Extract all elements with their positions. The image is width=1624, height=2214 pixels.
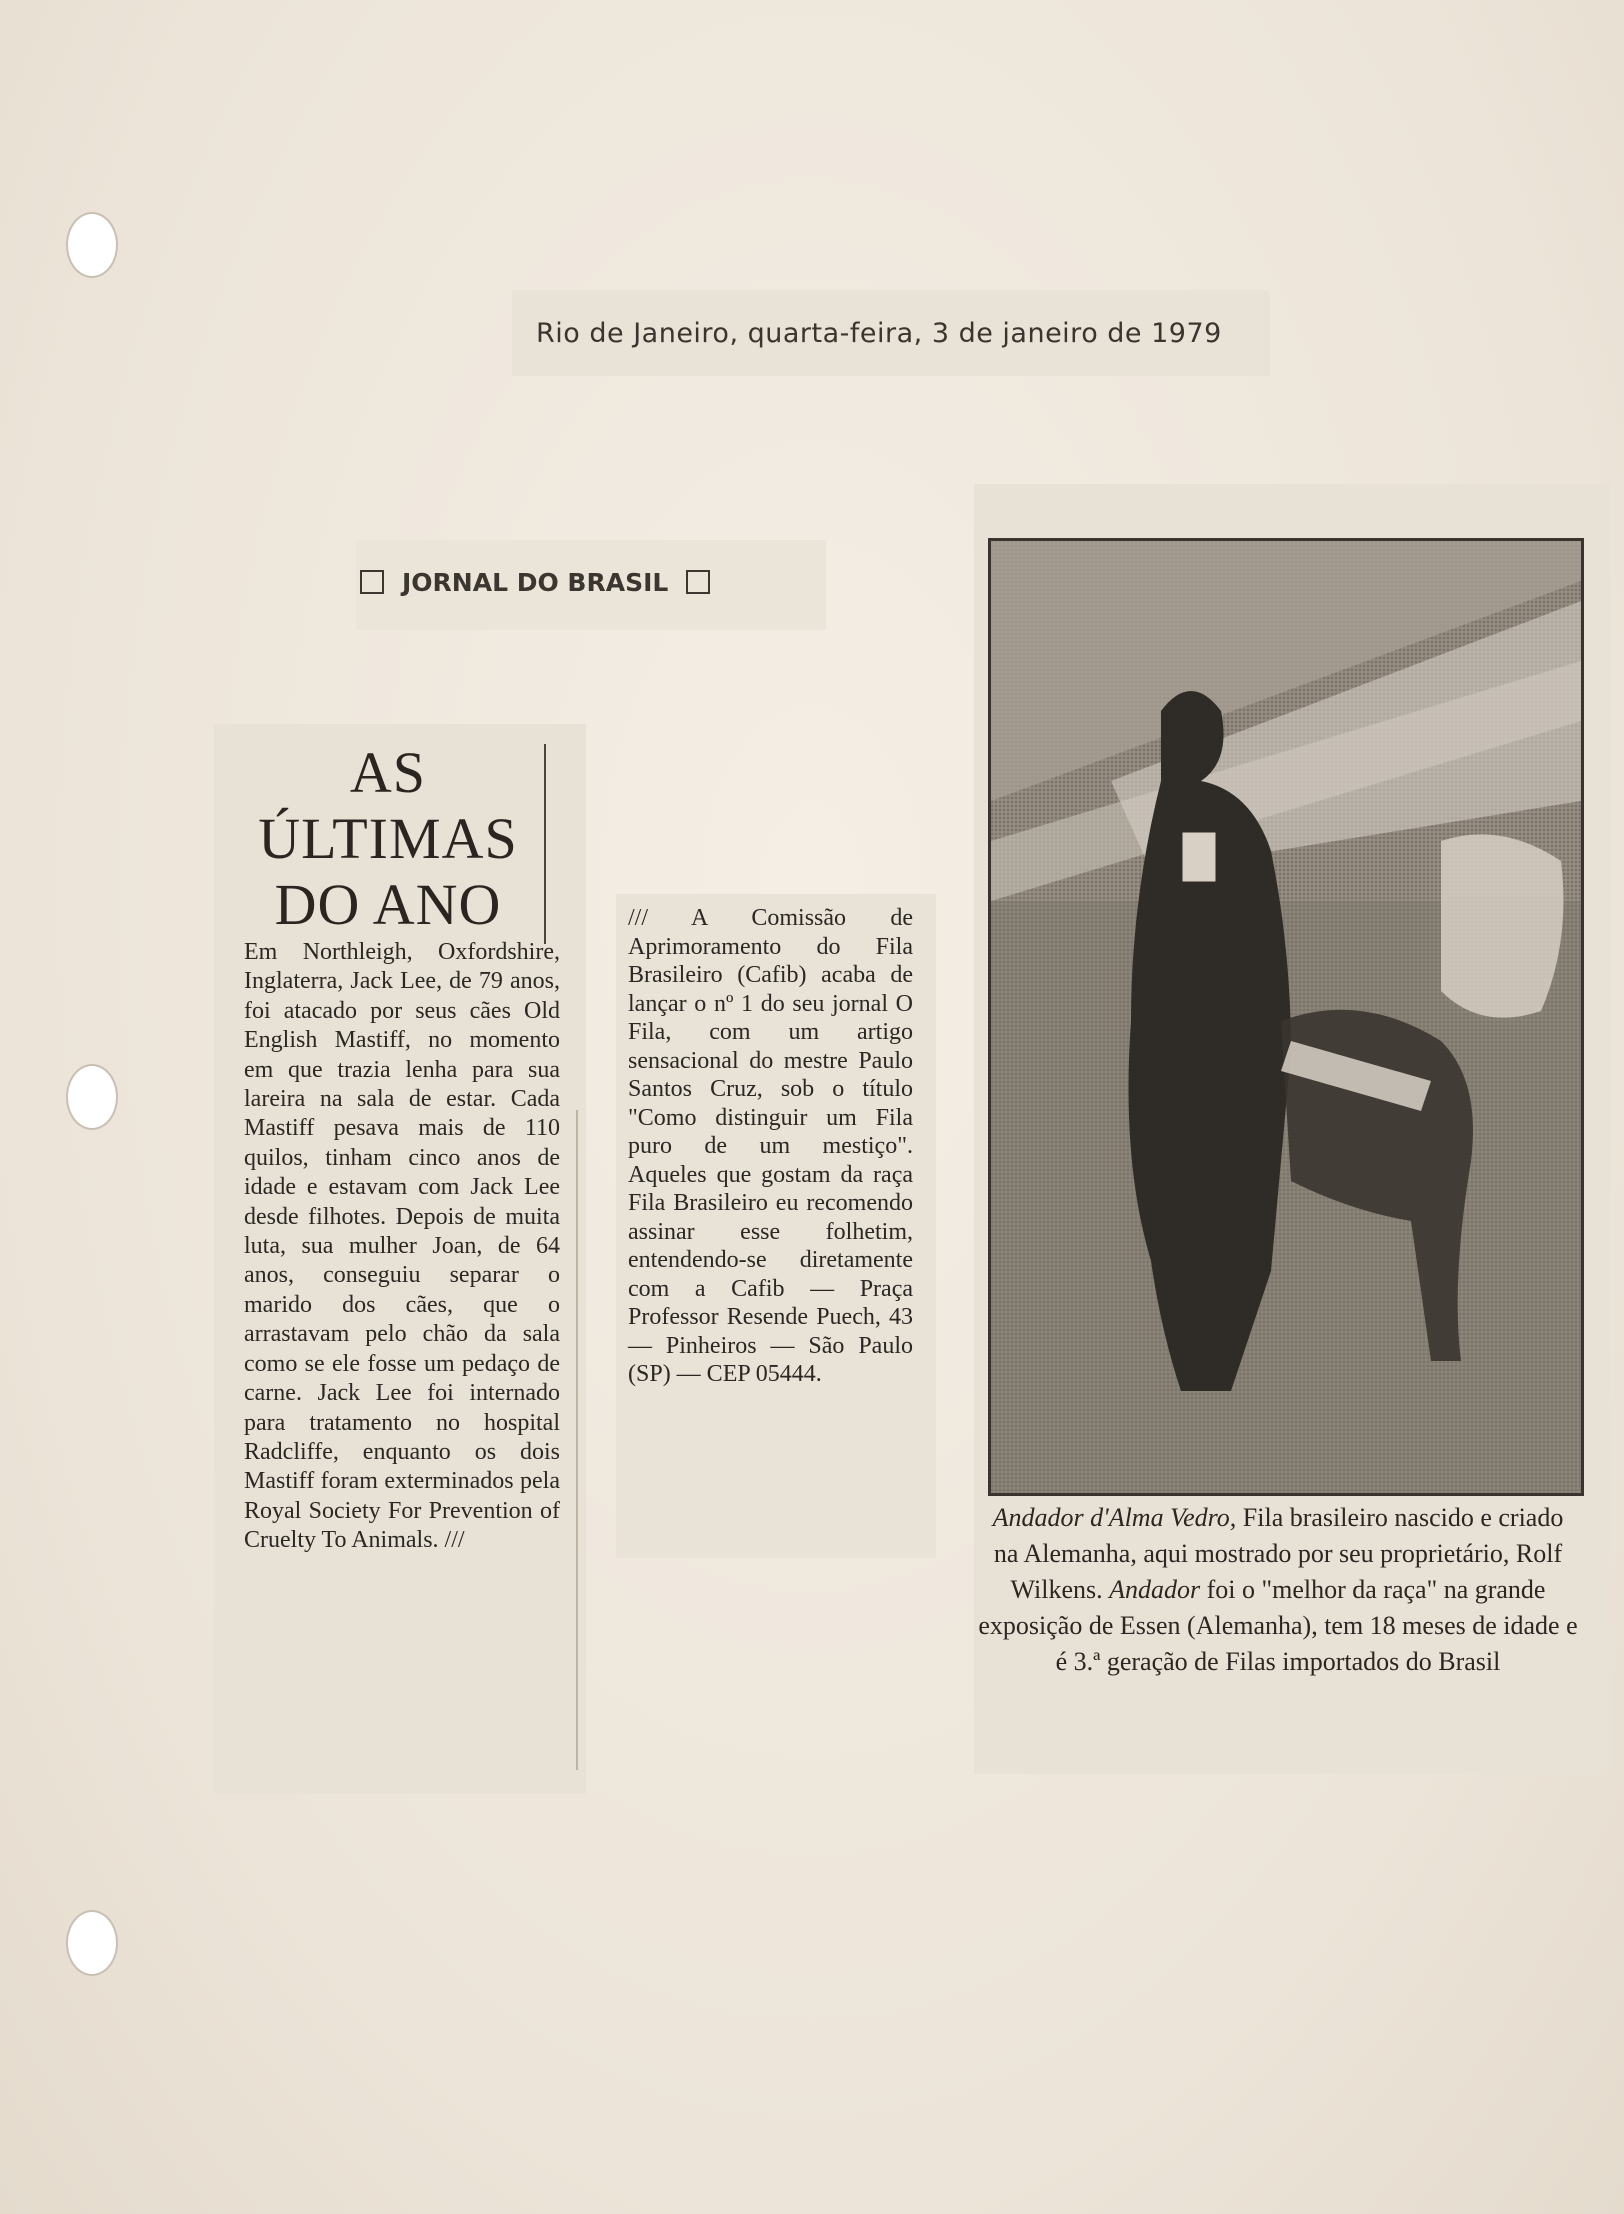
article-body: Em Northleigh, Oxfordshire, Inglaterra, Jack Lee, de 79 anos, foi atacado por seus cães Old English Mastiff, no momento em que trazia lenha para sua lareira na sala de estar. Cada Mastiff pesava mais de 110 quilos, tinham cinco anos de idade e estavam com Jack Lee desde filhotes. Depois de muita luta, sua mulher Joan, de 64 anos, conseguiu separar o marido dos cães, que o arrastavam pelo chão da sala como se ele fosse um pedaço de carne. Jack Lee foi internado para tratamento no hospital Radcliffe, enquanto os dois Mastiff foram exterminados pela Royal Society For Prevention of Cruelty To Animals. /// bbox=[244, 939, 560, 1554]
caption-text-2: foi o "melhor da raça" na grande exposição de Essen (Alemanha), tem 18 meses de idade e é 3.ª geração de Filas importados do Brasil bbox=[978, 1575, 1578, 1676]
photo-caption bbox=[978, 1500, 1578, 1680]
note-body: /// A Comissão de Aprimoramento do Fila Brasileiro (Cafib) acaba de lançar o nº 1 do seu jornal O Fila, com um artigo sensacional do mestre Paulo Santos Cruz, sob o título "Como distinguir um Fila puro de um mestiço". Aqueles que gostam da raça Fila Brasileiro eu recomendo assinar esse folhetim, entendendo-se diretamente com a Cafib — Praça Professor Resende Puech, 43 — Pinheiros — São Paulo (SP) — CEP 05444. bbox=[628, 905, 913, 1387]
dateline: Rio de Janeiro, quarta-feira, 3 de janeiro de 1979 bbox=[536, 318, 1222, 349]
binder-hole-bottom bbox=[66, 1910, 118, 1976]
headline-line-1: AS bbox=[349, 740, 427, 805]
headline-line-2: ÚLTIMAS bbox=[258, 806, 518, 871]
column-rule-lower bbox=[576, 1110, 578, 1770]
newspaper-photo bbox=[988, 538, 1584, 1496]
binder-hole-middle bbox=[66, 1064, 118, 1130]
masthead-box-left bbox=[360, 570, 384, 594]
caption-dog-name: Andador d'Alma Vedro, bbox=[992, 1503, 1237, 1532]
article-headline bbox=[228, 740, 548, 938]
binder-hole-top bbox=[66, 212, 118, 278]
masthead-title: JORNAL DO BRASIL bbox=[402, 567, 669, 597]
masthead-box-right bbox=[686, 570, 710, 594]
headline-line-3: DO ANO bbox=[274, 872, 502, 937]
caption-dog-name-2: Andador bbox=[1109, 1575, 1201, 1604]
masthead bbox=[360, 560, 800, 604]
caption-text-1: Fila brasileiro nascido e criado na Alemanha, aqui mostrado por seu proprietário, Rolf Wilkens. bbox=[993, 1503, 1564, 1604]
